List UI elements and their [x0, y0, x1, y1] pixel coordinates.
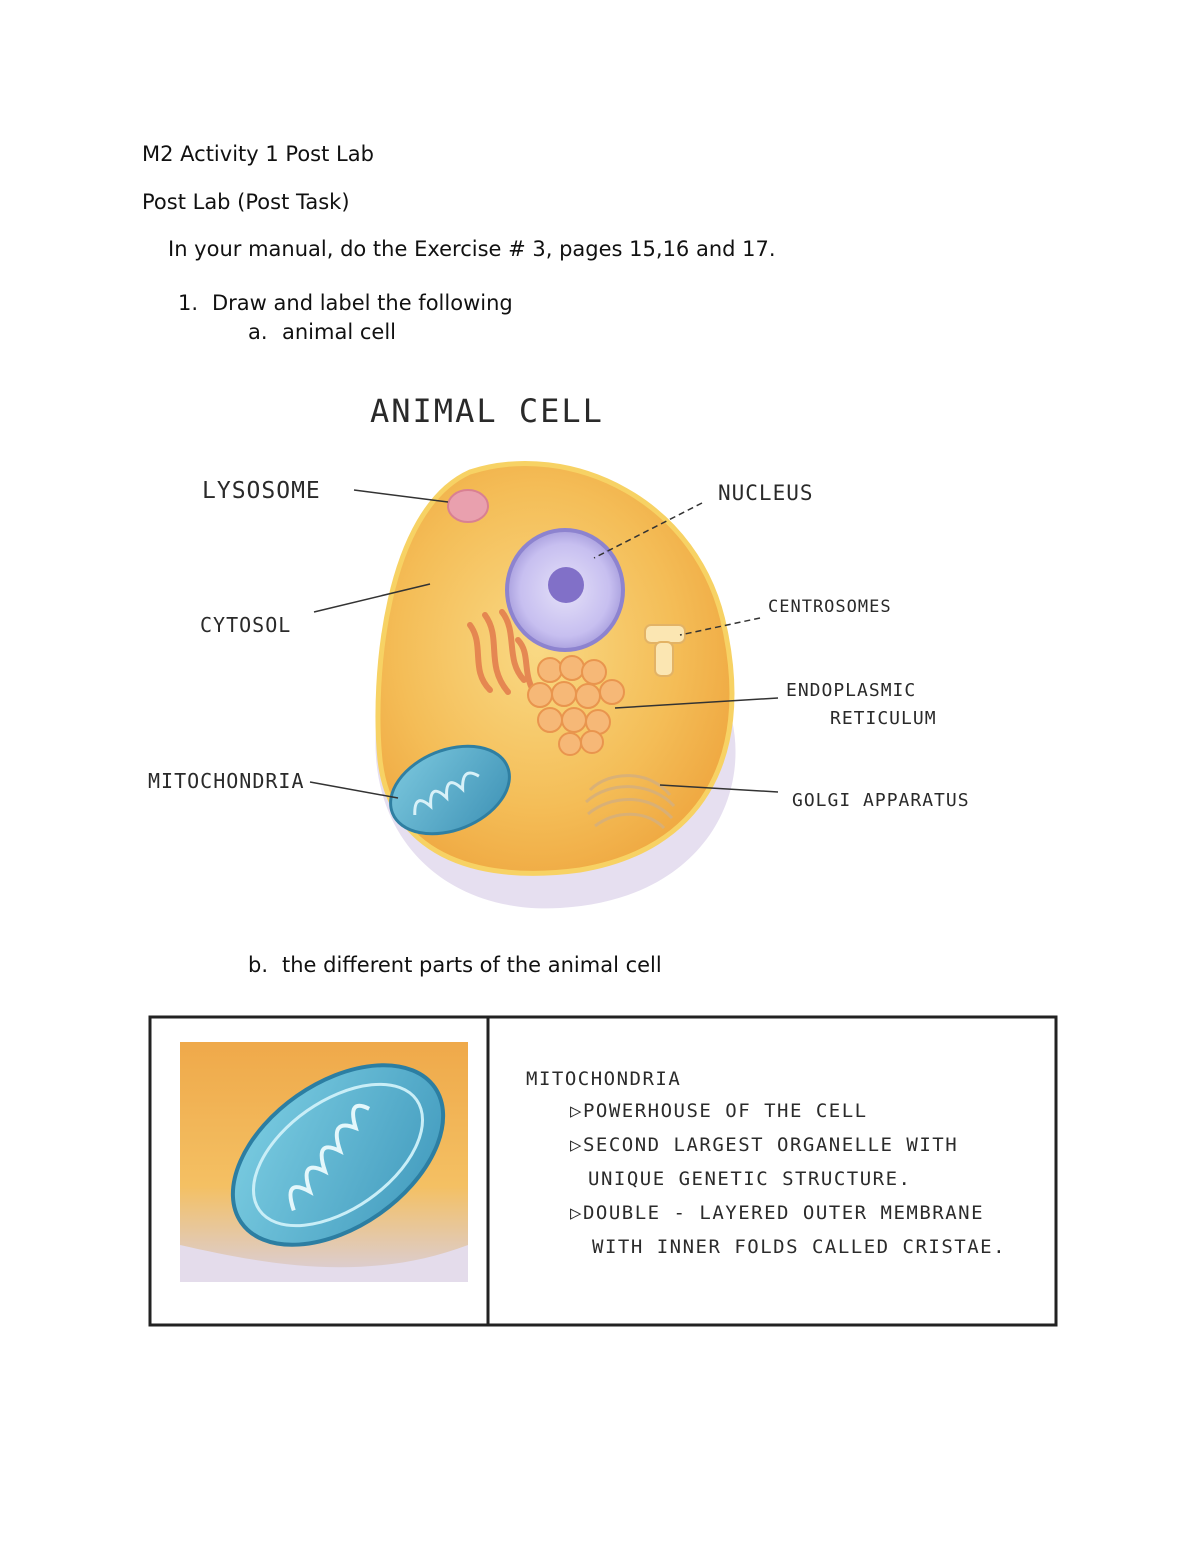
list-item-text: animal cell	[282, 320, 396, 344]
list-item-1	[178, 291, 513, 315]
section-subtitle: Post Lab (Post Task)	[142, 190, 350, 214]
note-line-4: ▷DOUBLE - LAYERED OUTER MEMBRANE	[570, 1202, 985, 1224]
label-er-line2: RETICULUM	[830, 708, 937, 729]
label-mitochondria: MITOCHONDRIA	[148, 769, 305, 793]
instruction-text: In your manual, do the Exercise # 3, pages 15,16 and 17.	[168, 237, 776, 261]
label-golgi: GOLGI APPARATUS	[792, 790, 970, 811]
list-item-b	[248, 953, 662, 977]
label-centrosomes: CENTROSOMES	[768, 597, 892, 617]
list-item-text: Draw and label the following	[212, 291, 513, 315]
note-line-1: ▷POWERHOUSE OF THE CELL	[570, 1100, 868, 1122]
mitochondria-closeup	[180, 1028, 476, 1282]
list-letter: b.	[248, 953, 269, 977]
animal-cell-figure	[140, 380, 980, 920]
label-er-line1: ENDOPLASMIC	[786, 680, 917, 701]
page-title: M2 Activity 1 Post Lab	[142, 142, 374, 166]
note-line-2: ▷SECOND LARGEST ORGANELLE WITH	[570, 1134, 959, 1156]
label-nucleus: NUCLEUS	[718, 481, 814, 505]
label-cytosol: CYTOSOL	[200, 613, 292, 637]
nucleolus	[548, 567, 584, 603]
table-heading: MITOCHONDRIA	[526, 1068, 682, 1090]
list-item-text: the different parts of the animal cell	[282, 953, 662, 977]
note-line-5: WITH INNER FOLDS CALLED CRISTAE.	[592, 1236, 1007, 1258]
list-letter: a.	[248, 320, 268, 344]
figure-heading: ANIMAL CELL	[370, 392, 604, 430]
lysosome-organelle	[448, 490, 488, 522]
list-item-a	[248, 320, 396, 344]
list-number: 1.	[178, 291, 199, 315]
mitochondria-table	[148, 1015, 1060, 1333]
note-line-3: UNIQUE GENETIC STRUCTURE.	[588, 1168, 912, 1190]
label-lysosome: LYSOSOME	[202, 478, 321, 504]
